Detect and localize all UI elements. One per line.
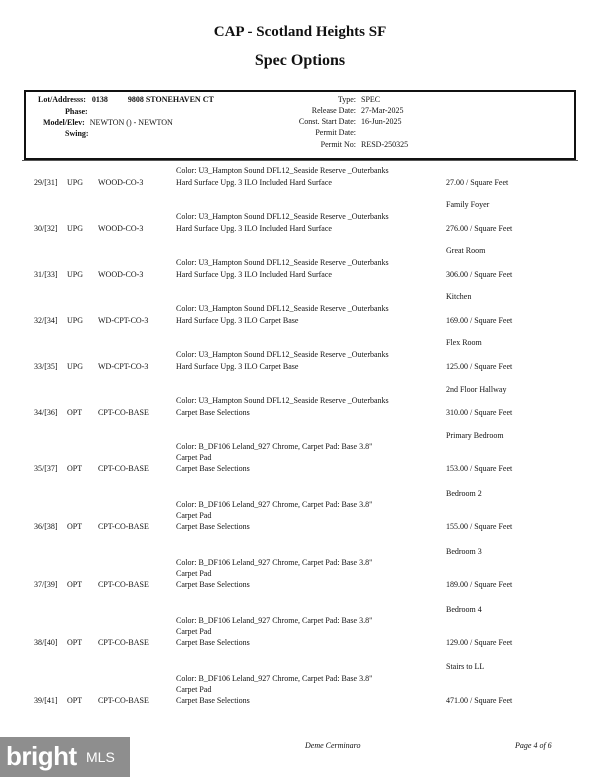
swing-row	[65, 129, 89, 139]
option-type: UPG	[67, 316, 84, 325]
permit-date-label: Permit Date:	[315, 128, 356, 137]
option-description: Carpet Base Selections	[176, 522, 250, 531]
lot-address: 9808 STONEHAVEN CT	[127, 95, 214, 104]
page-number: Page 4 of 6	[515, 741, 552, 750]
room-label: Primary Bedroom	[446, 431, 504, 440]
option-description: Carpet Base Selections	[176, 696, 250, 705]
option-type: OPT	[67, 638, 83, 647]
option-color-cont: Carpet Pad	[176, 569, 212, 578]
option-price: 310.00 / Square Feet	[446, 408, 513, 417]
option-color: Color: U3_Hampton Sound DFL12_Seaside Reserve _Outerbanks	[176, 166, 389, 175]
room-label: Stairs to LL	[446, 662, 485, 671]
option-code: CPT-CO-BASE	[98, 408, 149, 417]
option-price: 125.00 / Square Feet	[446, 362, 513, 371]
option-code: WOOD-CO-3	[98, 270, 144, 279]
table-row	[0, 350, 600, 394]
table-row	[0, 258, 600, 302]
room-label: Family Foyer	[446, 200, 490, 209]
option-number: 31/[33]	[34, 270, 58, 279]
room-label: Kitchen	[446, 292, 472, 301]
type-value: SPEC	[361, 95, 381, 104]
option-price: 27.00 / Square Feet	[446, 178, 509, 187]
table-row	[0, 616, 600, 660]
option-code: CPT-CO-BASE	[98, 522, 149, 531]
option-number: 36/[38]	[34, 522, 58, 531]
release-date-value: 27-Mar-2025	[361, 106, 404, 115]
watermark-mls: MLS	[86, 749, 115, 765]
option-type: OPT	[67, 580, 83, 589]
option-description: Hard Surface Upg. 3 ILO Included Hard Surface	[176, 224, 332, 233]
option-number: 37/[39]	[34, 580, 58, 589]
option-number: 29/[31]	[34, 178, 58, 187]
room-label: Bedroom 4	[446, 605, 482, 614]
release-date-label: Release Date:	[311, 106, 356, 115]
option-code: CPT-CO-BASE	[98, 580, 149, 589]
option-type: UPG	[67, 362, 84, 371]
option-number: 32/[34]	[34, 316, 58, 325]
option-code: WOOD-CO-3	[98, 224, 144, 233]
option-price: 153.00 / Square Feet	[446, 464, 513, 473]
type-label: Type:	[337, 95, 356, 104]
option-code: CPT-CO-BASE	[98, 696, 149, 705]
phase-row	[65, 107, 88, 117]
model-row	[43, 118, 173, 128]
option-description: Hard Surface Upg. 3 ILO Carpet Base	[176, 316, 299, 325]
footer-name: Deme Cerminaro	[305, 741, 361, 750]
watermark-brand: bright	[6, 741, 77, 771]
option-color-cont: Carpet Pad	[176, 511, 212, 520]
table-row	[0, 442, 600, 486]
permit-no-label: Permit No:	[320, 140, 356, 149]
option-description: Hard Surface Upg. 3 ILO Included Hard Surface	[176, 270, 332, 279]
room-label: Great Room	[446, 246, 486, 255]
lot-label: Lot/Addresss:	[38, 95, 86, 104]
option-color: Color: B_DF106 Leland_927 Chrome, Carpet Pad: Base 3.8"	[176, 674, 373, 683]
swing-label: Swing:	[65, 129, 89, 138]
lot-value: 0138	[91, 95, 108, 104]
option-price: 471.00 / Square Feet	[446, 696, 513, 705]
option-description: Hard Surface Upg. 3 ILO Included Hard Surface	[176, 178, 332, 187]
model-label: Model/Elev:	[43, 118, 85, 127]
bright-mls-watermark	[0, 737, 130, 777]
table-row	[0, 396, 600, 440]
room-label: Bedroom 3	[446, 547, 482, 556]
option-description: Hard Surface Upg. 3 ILO Carpet Base	[176, 362, 299, 371]
option-code: WD-CPT-CO-3	[98, 362, 149, 371]
option-price: 129.00 / Square Feet	[446, 638, 513, 647]
option-color: Color: B_DF106 Leland_927 Chrome, Carpet Pad: Base 3.8"	[176, 616, 373, 625]
permit-no-value: RESD-250325	[361, 140, 409, 149]
option-color: Color: U3_Hampton Sound DFL12_Seaside Reserve _Outerbanks	[176, 350, 389, 359]
option-color-cont: Carpet Pad	[176, 453, 212, 462]
option-price: 169.00 / Square Feet	[446, 316, 513, 325]
option-code: CPT-CO-BASE	[98, 464, 149, 473]
option-color: Color: U3_Hampton Sound DFL12_Seaside Reserve _Outerbanks	[176, 258, 389, 267]
option-price: 276.00 / Square Feet	[446, 224, 513, 233]
option-color: Color: U3_Hampton Sound DFL12_Seaside Reserve _Outerbanks	[176, 212, 389, 221]
table-row	[0, 166, 600, 210]
option-price: 306.00 / Square Feet	[446, 270, 513, 279]
table-row	[0, 304, 600, 348]
report-subtitle: Spec Options	[254, 52, 346, 69]
option-description: Carpet Base Selections	[176, 408, 250, 417]
option-code: WD-CPT-CO-3	[98, 316, 149, 325]
option-type: OPT	[67, 696, 83, 705]
option-description: Carpet Base Selections	[176, 638, 250, 647]
model-value: NEWTON () - NEWTON	[89, 118, 173, 127]
table-row	[0, 500, 600, 544]
option-color: Color: B_DF106 Leland_927 Chrome, Carpet Pad: Base 3.8"	[176, 442, 373, 451]
option-type: UPG	[67, 224, 84, 233]
option-number: 34/[36]	[34, 408, 58, 417]
table-row	[0, 212, 600, 256]
option-number: 35/[37]	[34, 464, 58, 473]
option-color-cont: Carpet Pad	[176, 685, 212, 694]
phase-label: Phase:	[65, 107, 88, 116]
option-code: CPT-CO-BASE	[98, 638, 149, 647]
option-color: Color: U3_Hampton Sound DFL12_Seaside Reserve _Outerbanks	[176, 304, 389, 313]
report-title: CAP - Scotland Heights SF	[213, 24, 387, 40]
option-description: Carpet Base Selections	[176, 580, 250, 589]
option-code: WOOD-CO-3	[98, 178, 144, 187]
header-divider	[22, 160, 578, 161]
option-number: 30/[32]	[34, 224, 58, 233]
lot-info-box	[24, 90, 576, 160]
option-color: Color: B_DF106 Leland_927 Chrome, Carpet Pad: Base 3.8"	[176, 500, 373, 509]
option-type: UPG	[67, 178, 84, 187]
option-type: UPG	[67, 270, 84, 279]
const-start-value: 16-Jun-2025	[361, 117, 402, 126]
option-color: Color: U3_Hampton Sound DFL12_Seaside Reserve _Outerbanks	[176, 396, 389, 405]
option-number: 38/[40]	[34, 638, 58, 647]
option-color-cont: Carpet Pad	[176, 627, 212, 636]
const-start-label: Const. Start Date:	[298, 117, 356, 126]
option-price: 155.00 / Square Feet	[446, 522, 513, 531]
option-type: OPT	[67, 464, 83, 473]
option-price: 189.00 / Square Feet	[446, 580, 513, 589]
table-row	[0, 558, 600, 602]
option-number: 39/[41]	[34, 696, 58, 705]
option-type: OPT	[67, 522, 83, 531]
option-description: Carpet Base Selections	[176, 464, 250, 473]
table-row	[0, 674, 600, 718]
option-color: Color: B_DF106 Leland_927 Chrome, Carpet Pad: Base 3.8"	[176, 558, 373, 567]
option-type: OPT	[67, 408, 83, 417]
room-label: Bedroom 2	[446, 489, 482, 498]
room-label: 2nd Floor Hallway	[446, 385, 507, 394]
room-label: Flex Room	[446, 338, 482, 347]
option-number: 33/[35]	[34, 362, 58, 371]
lot-row	[38, 95, 214, 105]
